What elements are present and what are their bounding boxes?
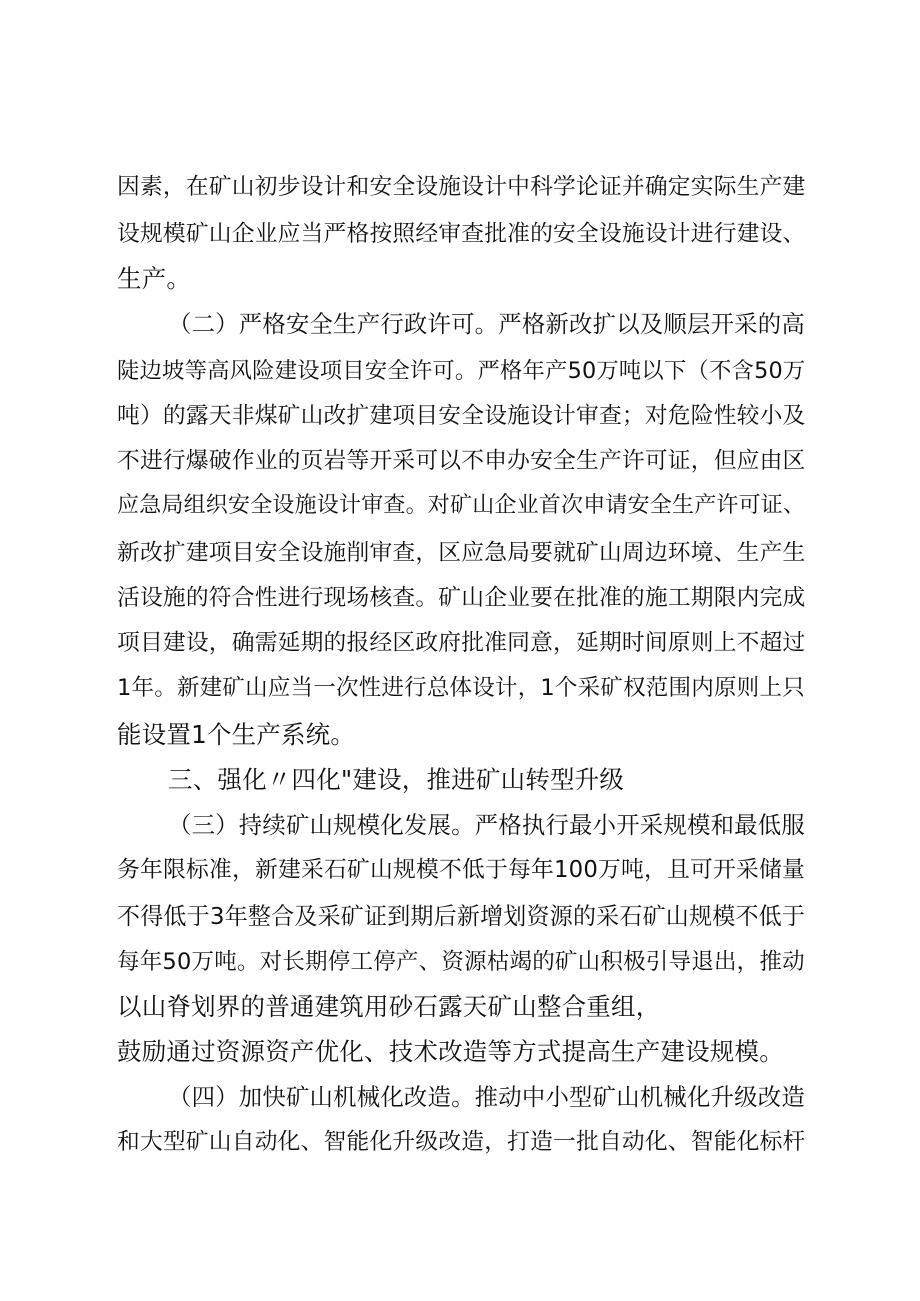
body-text-line: 不进行爆破作业的页岩等开采可以不申办安全生产许可证，但应由区 (117, 448, 806, 474)
subsection-heading-4: （四）加快矿山机械化改造。推动中小型矿山机械化升级改造 (168, 1083, 805, 1111)
subsection-heading-3: （三）持续矿山规模化发展。严格执行最小开采规模和最低服 (168, 811, 805, 839)
body-text-line: 新改扩建项目安全设施削审查，区应急局要就矿山周边环境、生产生 (117, 540, 806, 566)
body-text-line: 和大型矿山自动化、智能化升级改造，打造一批自动化、智能化标杆 (117, 1129, 806, 1155)
body-text-line: 应急局组织安全设施设计审查。对矿山企业首次申请安全生产许可证、 (117, 493, 806, 518)
body-text-line: 1年。新建矿山应当一次性进行总体设计，1个采矿权范围内原则上只 (117, 675, 805, 701)
body-text-line: 务年限标准，新建采石矿山规模不低于每年100万吨，且可开采储量 (117, 857, 806, 883)
body-text-line: 每年50万吨。对长期停工停产、资源枯竭的矿山积极引导退出，推动 (117, 949, 805, 975)
body-text-line: 不得低于3年整合及采矿证到期后新增划资源的采石矿山规模不低于 (117, 904, 806, 930)
section-heading-2: （二）严格安全生产行政许可。严格新改扩以及顺层开采的高 (168, 310, 805, 338)
body-text-line: 生产。 (117, 264, 192, 293)
body-text-line: 以山脊划界的普通建筑用砂石露天矿山整合重组， (117, 992, 661, 1021)
body-text-line: 鼓励通过资源资产优化、技术改造等方式提高生产建设规模。 (117, 1037, 784, 1066)
body-text-line: 能设置1个生产系统。 (117, 720, 356, 749)
body-text-line: 设规模矿山企业应当严格按照经审查批准的安全设施设计进行建设、 (117, 221, 806, 247)
body-text-line: 活设施的符合性进行现场核查。矿山企业要在批准的施工期限内完成 (117, 585, 806, 611)
section-heading-3: 三、强化〃四化"建设，推进矿山转型升级 (168, 765, 625, 794)
body-text-line: 吨）的露天非煤矿山改扩建项目安全设施设计审查；对危险性较小及 (117, 403, 806, 429)
body-text-line: 项目建设，确需延期的报经区政府批准同意，延期时间原则上不超过 (117, 630, 806, 656)
body-text-line: 因素，在矿山初步设计和安全设施设计中科学论证并确定实际生产建 (117, 174, 806, 200)
body-text-line: 陡边坡等高风险建设项目安全许可。严格年产50万吨以下（不含50万 (117, 358, 806, 384)
